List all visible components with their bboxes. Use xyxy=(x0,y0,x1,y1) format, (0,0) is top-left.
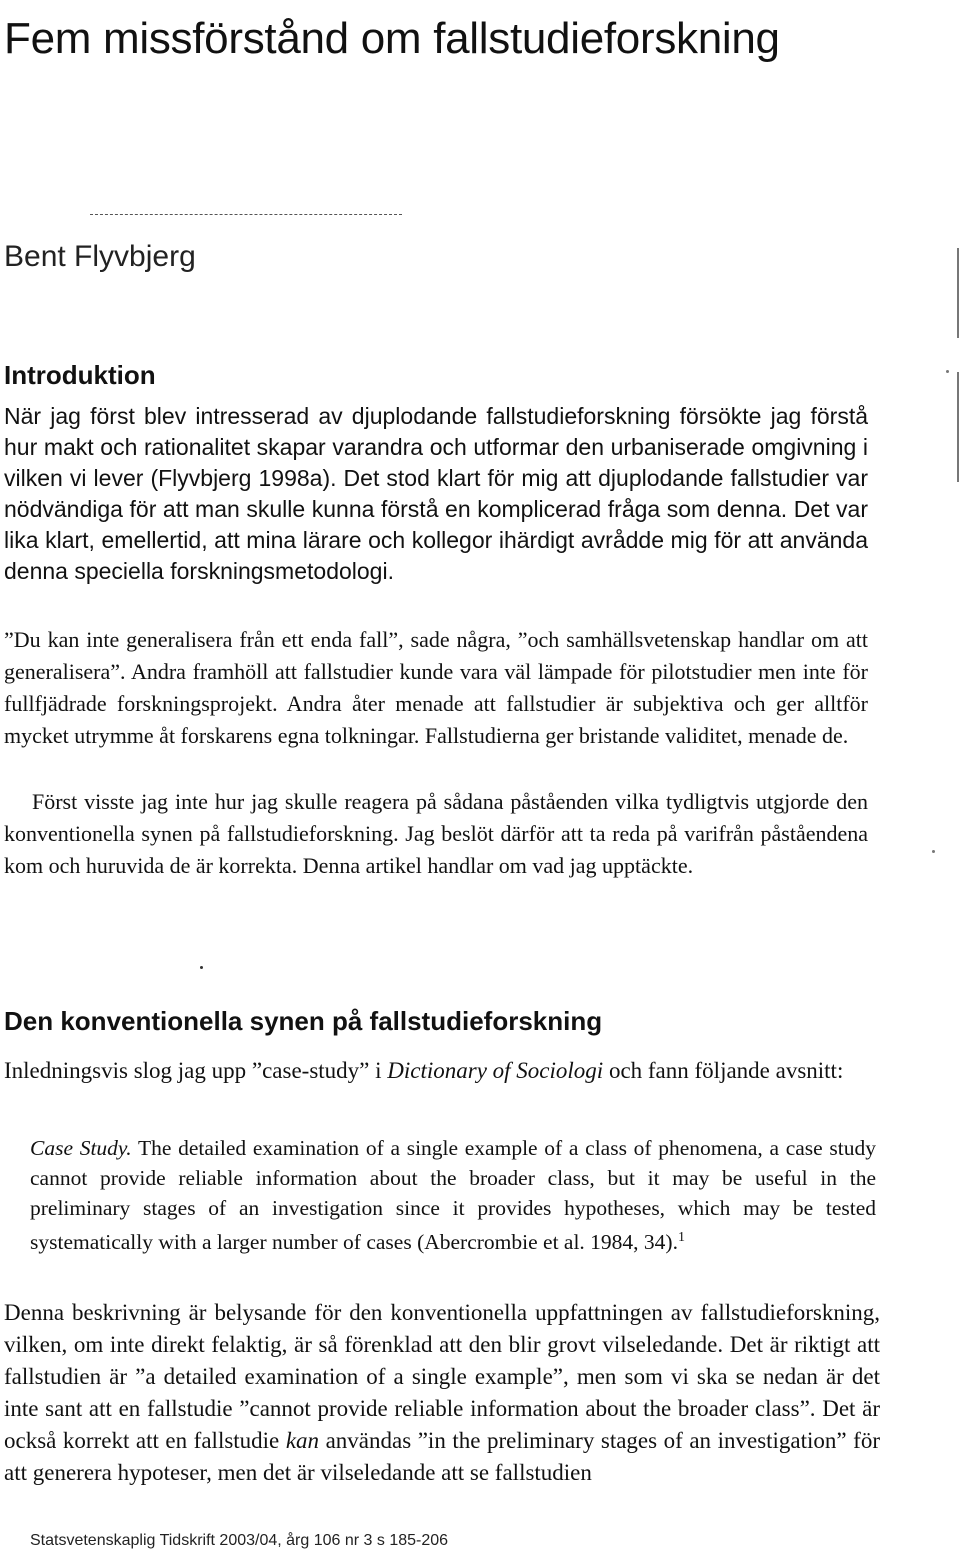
quote-term: Case Study. xyxy=(30,1136,132,1160)
section2-p1-text-a: Inledningsvis slog jag upp ”case-study” i xyxy=(4,1058,388,1083)
scan-speck xyxy=(200,966,203,969)
article-title: Fem missförstånd om fallstudieforskning xyxy=(4,14,780,63)
scan-speck xyxy=(946,370,949,373)
title-divider xyxy=(90,214,402,215)
emphasis-kan: kan xyxy=(285,1428,320,1453)
author-name: Bent Flyvbjerg xyxy=(4,240,196,273)
scan-edge-mark xyxy=(957,248,959,338)
intro-paragraph-2: ”Du kan inte generalisera från ett enda fall”, sade några, ”och samhällsvetenskap handlar om att generalisera”. Andra framhöll att fallstudier kunde vara väl lämpade för pilotstudier men inte för fullfjädrade forskningsprojekt. Andra åter menade att fallstudier är subjektiva och ger alltför mycket utrymme åt forskarens egna tolkningar. Fallstudierna ger bristande validitet, menade de. xyxy=(4,627,868,748)
section2-p2-text-b: användas ”in the preliminary stages of an investigation” för att generera hypoteser, men det är vilseledande att se fallstudien xyxy=(4,1428,880,1485)
intro-paragraph-1: När jag först blev intresserad av djuplodande fallstudieforskning försökte jag förstå hur makt och rationalitet skapar varandra och utformar den urbaniserade omgivning i vilken vi lever (Flyvbjerg 1998a). Det stod klart för mig att djuplodande fallstudier var nödvändiga för att man skulle kunna förstå en komplicerad fråga som denna. Det var lika klart, emellertid, att mina lärare och kollegor ihärdigt avrådde mig för att använda denna speciella forskningsmetodologi. xyxy=(4,403,868,584)
intro-paragraph-3: Först visste jag inte hur jag skulle reagera på sådana påståenden vilka tydligtvis utgjorde den konventionella synen på fallstudieforskning. Jag beslöt därför att ta reda på varifrån påståendena kom och huruvida de är korrekta. Denna artikel handlar om vad jag upptäckte. xyxy=(4,789,868,878)
scan-speck xyxy=(932,850,935,853)
intro-heading: Introduktion xyxy=(4,360,156,390)
section2-p2-text-a: Denna beskrivning är belysande för den konventionella uppfattningen av fallstudieforskning, vilken, om inte direkt felaktig, är så förenklad att den blir grovt vilseledande. Det är riktigt att fallstudien är ”a detailed examination of a single example”, men som vi ska se nedan är det inte sant att en fallstudie ”cannot provide reliable information about the broader class”. Det är också korrekt att en fallstudie xyxy=(4,1300,880,1453)
journal-footer: Statsvetenskaplig Tidskrift 2003/04, årg 106 nr 3 s 185-206 xyxy=(30,1532,449,1549)
section2-paragraph-1 xyxy=(4,1054,880,1088)
footnote-marker: 1 xyxy=(677,1230,685,1245)
section-heading-conventional-view: Den konventionella synen på fallstudieforskning xyxy=(4,1006,603,1036)
section2-p1-text-b: och fann följande avsnitt: xyxy=(603,1058,844,1083)
scan-edge-mark xyxy=(957,372,959,482)
quote-text: The detailed examination of a single example of a class of phenomena, a case study cannot provide reliable information about the broader class, but it may be useful in the preliminary stages of an investigation since it provides hypotheses, which may be tested systematically with a larger number of cases (Abercrombie et al. 1984, 34). xyxy=(30,1136,876,1255)
dictionary-quote xyxy=(30,1133,876,1257)
dictionary-title: Dictionary of Sociologi xyxy=(387,1058,604,1083)
section2-paragraph-2 xyxy=(4,1297,880,1489)
